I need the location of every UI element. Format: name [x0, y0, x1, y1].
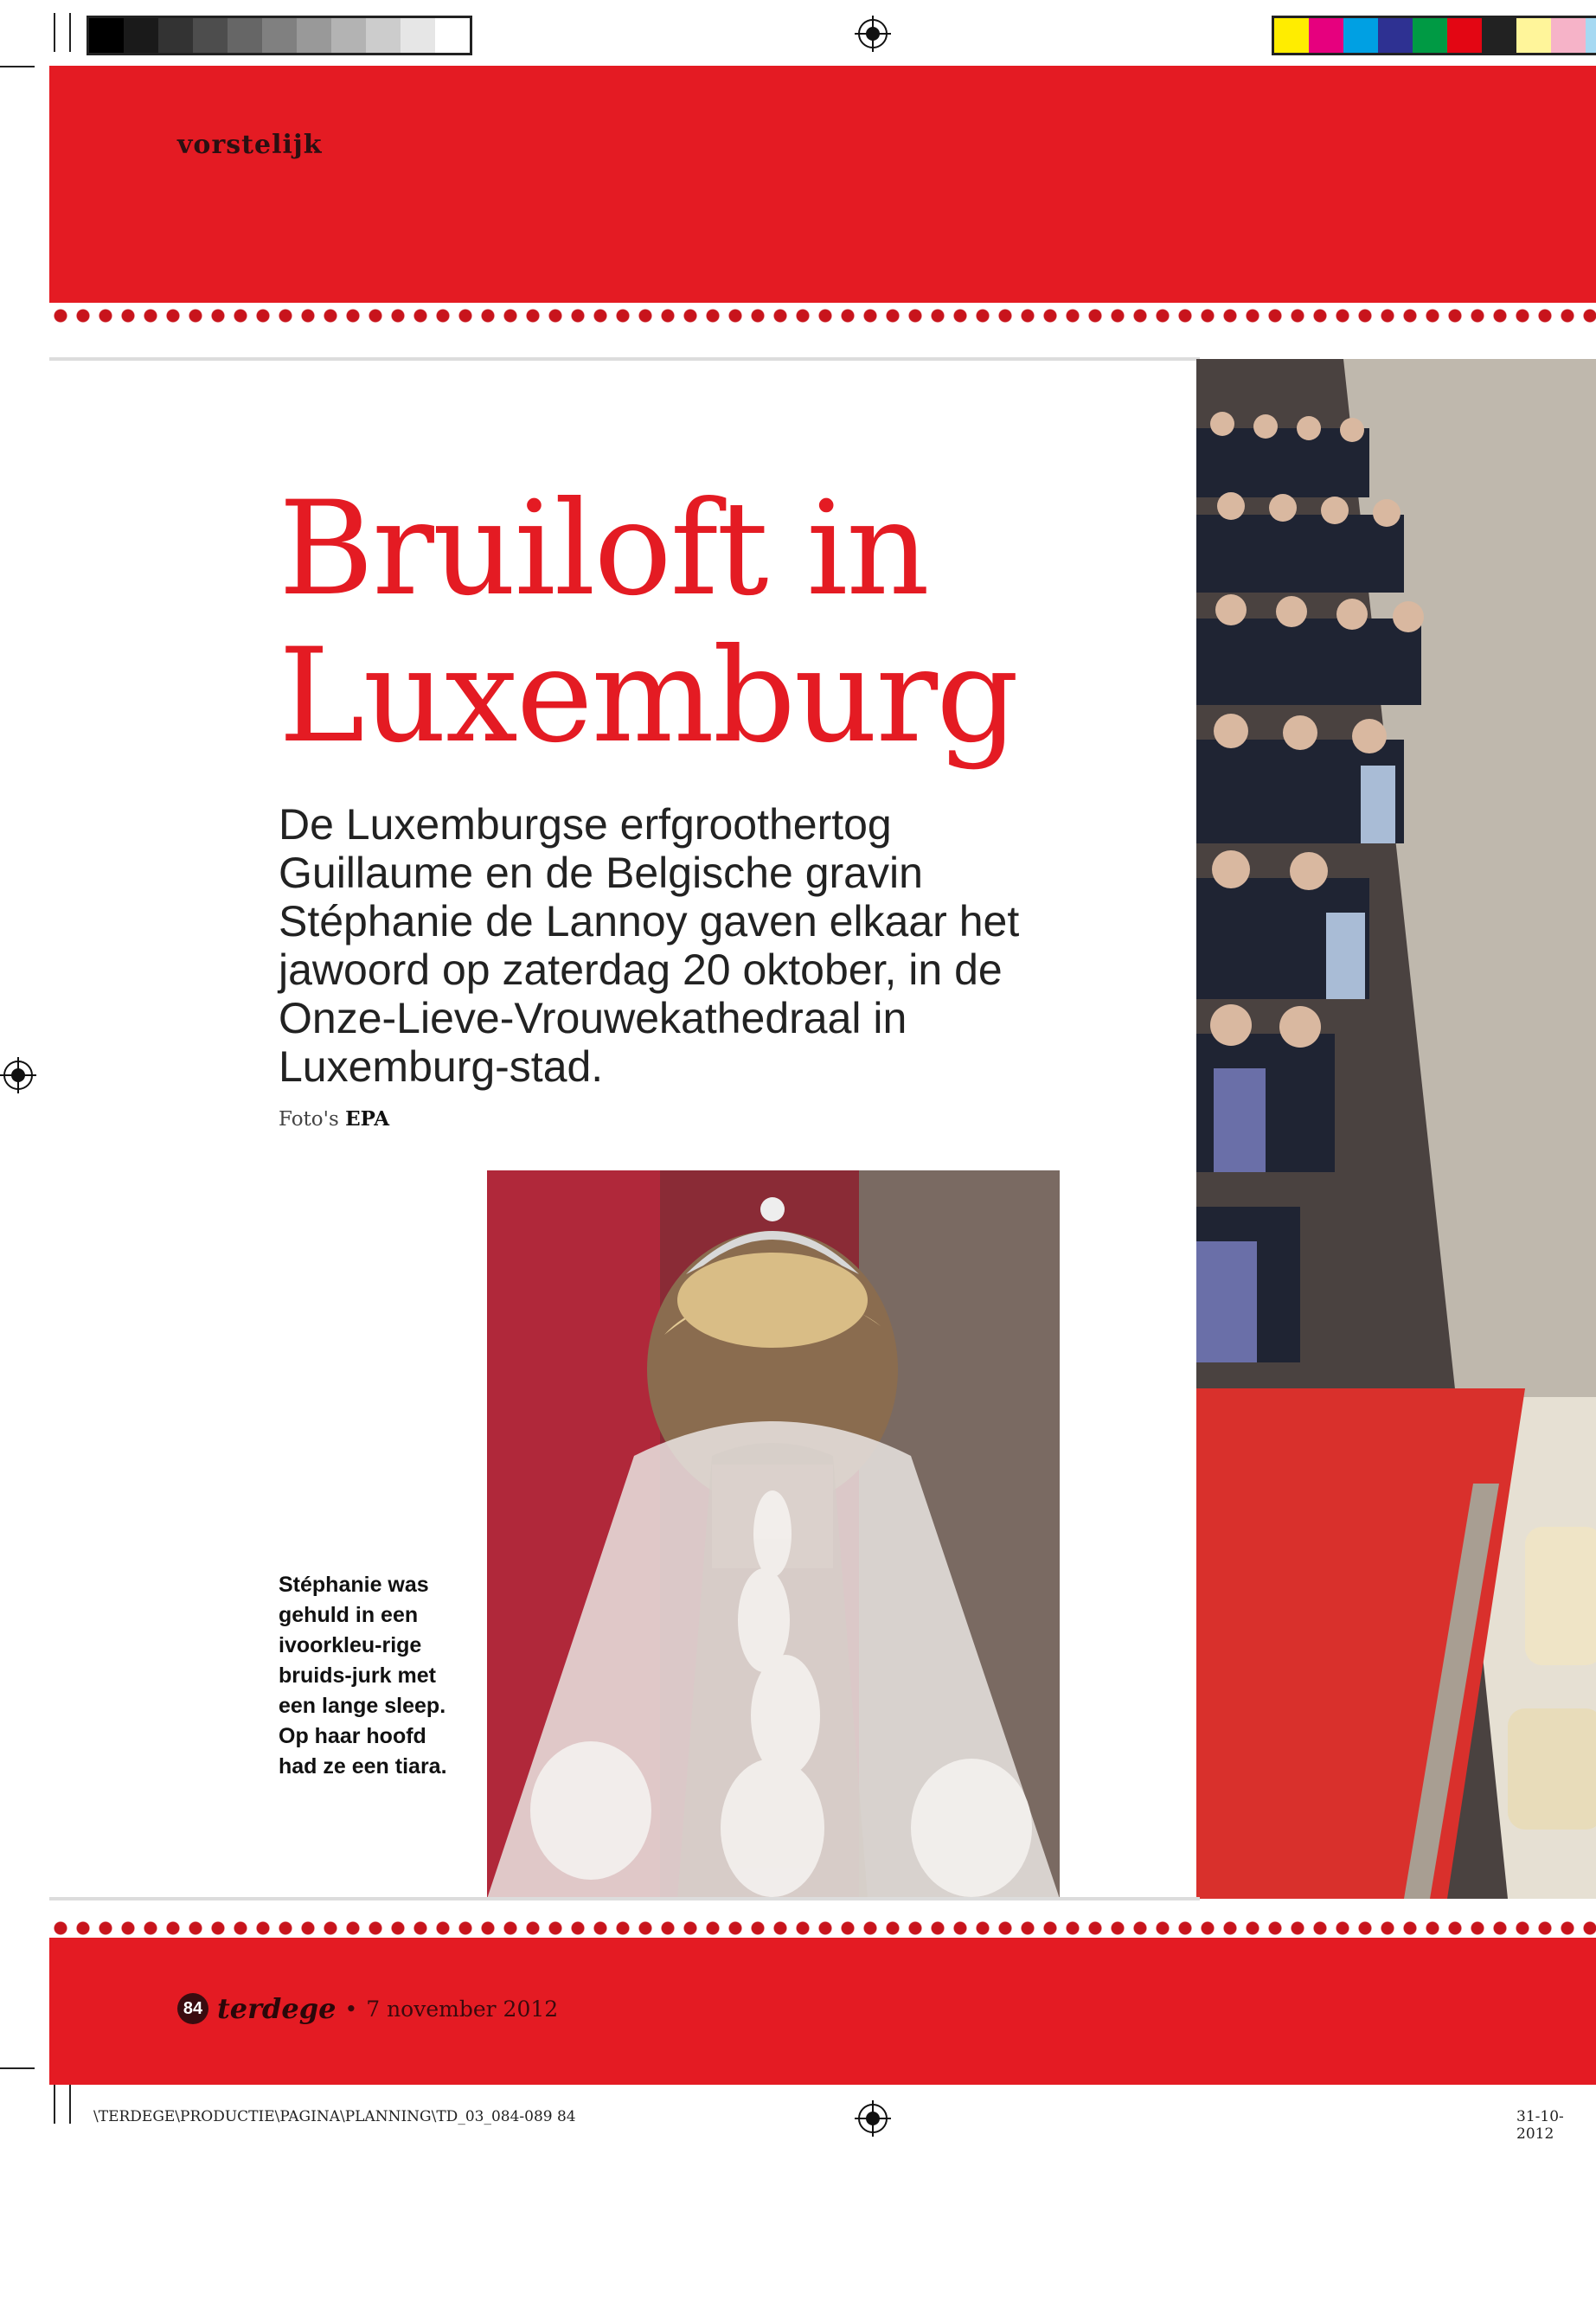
calibration-swatch	[297, 18, 331, 53]
crop-mark	[69, 2085, 71, 2124]
section-label: vorstelijk	[177, 130, 323, 160]
grayscale-calibration-bar	[87, 16, 472, 55]
calibration-swatch	[1343, 18, 1378, 53]
registration-mark-icon	[858, 19, 888, 48]
color-calibration-bar	[1272, 16, 1596, 55]
calibration-swatch	[1274, 18, 1309, 53]
headline-line: Bruiloft in	[279, 474, 928, 625]
calibration-swatch	[1447, 18, 1482, 53]
calibration-swatch	[1482, 18, 1516, 53]
magazine-logo: terdege	[217, 1992, 337, 2025]
calibration-swatch	[366, 18, 401, 53]
calibration-swatch	[1413, 18, 1447, 53]
article-intro: De Luxemburgse erfgroothertog Guillaume en de Belgische gravin Stéphanie de Lannoy gaven elkaar het jawoord op zaterdag 20 oktober, in de Onze-Lieve-Vrouwekathedraal in Luxemburg-stad.	[279, 800, 1020, 1091]
registration-mark-icon	[858, 2104, 888, 2133]
calibration-swatch	[1551, 18, 1586, 53]
divider	[49, 357, 1200, 361]
calibration-swatch	[193, 18, 228, 53]
calibration-swatch	[401, 18, 435, 53]
credit-source: EPA	[345, 1107, 390, 1131]
credit-prefix: Foto's	[279, 1108, 339, 1131]
article-headline	[279, 476, 1144, 770]
crop-mark	[54, 13, 55, 52]
crop-mark	[69, 13, 71, 52]
photo-caption: Stéphanie was gehuld in een ivoorkleu-rige bruids-jurk met een lange sleep. Op haar hoofd had ze een tiara.	[279, 1573, 447, 1779]
crop-mark	[0, 2067, 35, 2069]
dotted-border	[49, 303, 1596, 329]
calibration-swatch	[124, 18, 158, 53]
page-number: 84	[177, 1993, 208, 2024]
registration-mark-icon	[3, 1061, 33, 1090]
calibration-swatch	[1516, 18, 1551, 53]
calibration-swatch	[331, 18, 366, 53]
calibration-swatch	[1309, 18, 1343, 53]
crop-mark	[54, 2085, 55, 2124]
calibration-swatch	[89, 18, 124, 53]
divider	[49, 1897, 1200, 1900]
file-slug: \TERDEGE\PRODUCTIE\PAGINA\PLANNING\TD_03_084-089 84	[93, 2108, 576, 2125]
calibration-swatch	[1586, 18, 1596, 53]
calibration-swatch	[435, 18, 470, 53]
slug-date: 31-10-2012	[1516, 2108, 1564, 2143]
cathedral-photo	[1196, 359, 1596, 1899]
calibration-swatch	[228, 18, 262, 53]
footer-separator: •	[344, 1996, 358, 2022]
bride-photo	[487, 1170, 1060, 1899]
calibration-swatch	[1378, 18, 1413, 53]
photo-credit	[279, 1107, 389, 1131]
calibration-swatch	[262, 18, 297, 53]
header-band	[49, 66, 1596, 325]
page-footer	[177, 1992, 558, 2025]
issue-date: 7 november 2012	[366, 1996, 559, 2022]
headline-line: Luxemburg	[279, 621, 1018, 772]
crop-mark	[0, 66, 35, 67]
calibration-swatch	[158, 18, 193, 53]
